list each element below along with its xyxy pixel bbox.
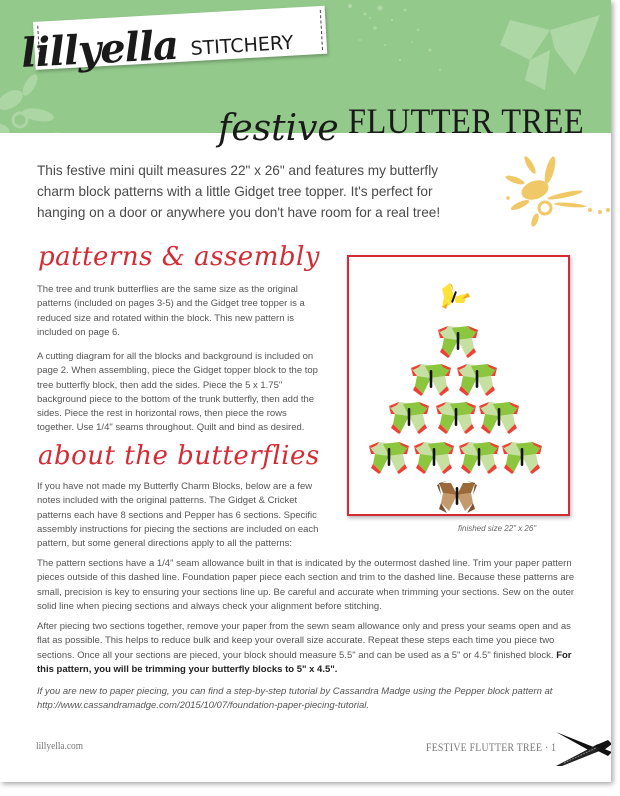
about-paragraph-3 [37, 620, 577, 677]
about-paragraph-1: If you have not made my Butterfly Charm Blocks, below are a few notes included with the original patterns. The Gidget & Cricket patterns each have 8 sections and Pepper has 6 sections. Specific assembly instructions for piecing the sections are included on each pattern, but some general directions apply to all the patterns: [37, 481, 319, 550]
tutorial-note: If you are new to paper piecing, you can find a step-by-step tutorial by Cassandra Madge using the Pepper block pattern at http://www.cassandramadge.com/2015/10/07/foundation-paper-piecing-tutorial. [37, 686, 553, 712]
about-paragraph-2: The pattern sections have a 1/4" seam allowance built in that is indicated by the outermost dashed line. Trim your paper pattern pieces outside of this dashed line. Foundation paper piece each section and trim to the dashed line. Because these patterns are small, precision is key to ensuring your sections line up. Be careful and accurate when trimming your sections. Sew on the outer solid line when piecing sections and always check your alignment before stitching. [37, 558, 575, 612]
intro-paragraph: This festive mini quilt measures 22" x 26" and features my butterfly charm block patterns with a little Gidget tree topper. It's perfect for hanging on a door or anywhere you don't have room for a real tree! [37, 163, 441, 220]
footer-website: lillyella.com [36, 740, 84, 752]
paint-splatter-decoration [330, 0, 460, 90]
scissors-icon [556, 730, 611, 768]
footer-page-label: FESTIVE FLUTTER TREE · 1 [426, 742, 557, 754]
butterfly-tree-illustration [349, 257, 568, 514]
about-paragraph-3-text: After piecing two sections together, remove your paper from the sewn seam allowance only and press your seams open and as flat as possible. This helps to reduce bulk and keep your overall size accurate. Repeat these steps each time you piece two sections. Once all your sections are pieced, your block should measure 5.5" and can be used as a 5" or 4.5" finished block. [37, 621, 571, 661]
quilt-size-caption: finished size 22" x 26" [458, 524, 537, 533]
page-title: FLUTTER TREE [348, 101, 585, 141]
patterns-paragraph-1: The tree and trunk butterflies are the same size as the original patterns (included on pages 3-5) and the Gidget tree topper is a reduced size and rotated within the block. This new pattern is included on page 6. [37, 284, 305, 338]
brand-logo-caps: STITCHERY [190, 31, 295, 60]
title-script-word: festive [218, 108, 339, 149]
heading-about-butterflies: about the butterflies [38, 441, 320, 471]
heading-patterns-assembly: patterns & assembly [38, 242, 320, 272]
trim-instruction-bold: For this pattern, you will be trimming your butterfly blocks to 5" x 4.5". [37, 649, 572, 675]
faded-butterfly-icon [490, 0, 610, 100]
patterns-paragraph-2: A cutting diagram for all the blocks and background is included on page 2. When assembling, piece the Gidget topper block to the top tree butterfly block, then add the sides. Piece the 5 x 1.75" background piece to the bottom of the trunk butterfly, then add the sides. Piece the rest in horizontal rows, then piece the rows together. Use 1/4" seams throughout. Quilt and bind as desired. [37, 351, 318, 434]
stitch-line-right [320, 10, 323, 50]
gold-flourish-decoration [500, 150, 611, 230]
brand-logo-script: lillyella [20, 21, 180, 77]
quilt-image [347, 255, 570, 516]
